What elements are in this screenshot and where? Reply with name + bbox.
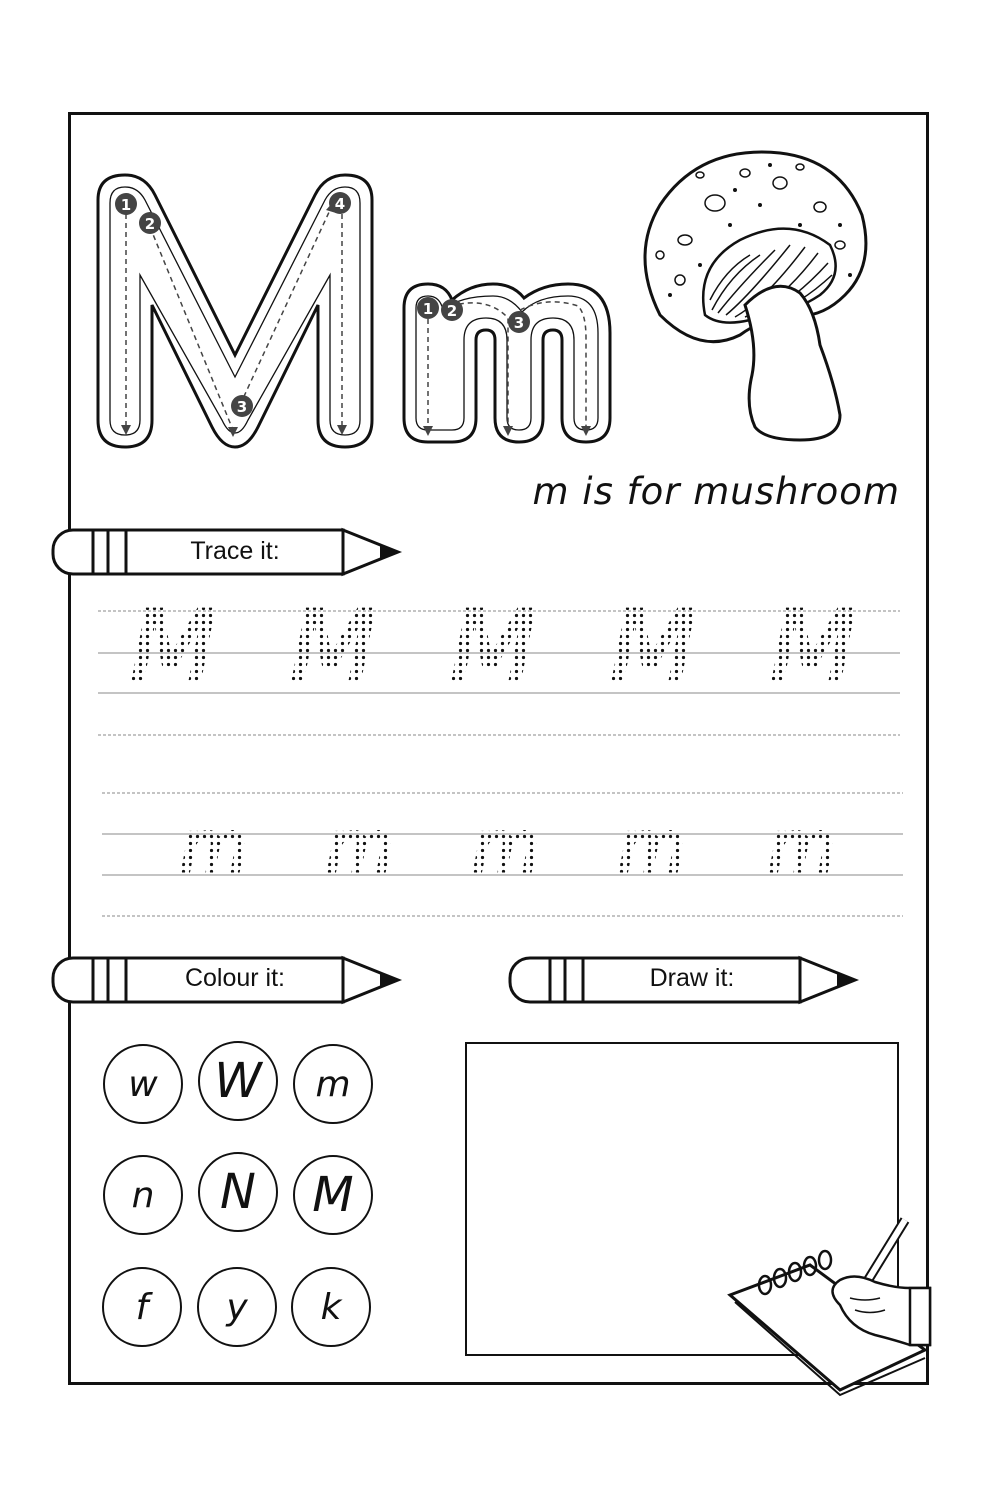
big-letter-upper-m [90,165,380,460]
colour-circle[interactable]: y [197,1267,277,1347]
trace-letter-lower[interactable]: m [472,806,541,888]
trace-letter-lower[interactable]: m [326,806,395,888]
stroke-number-2: 2 [144,215,156,233]
colour-circle[interactable]: n [103,1155,183,1235]
stroke-number-3: 3 [236,398,248,416]
trace-letter-upper[interactable]: M [450,589,537,706]
trace-letter-upper[interactable]: M [130,589,217,706]
trace-letter-lower[interactable]: m [768,806,837,888]
colour-circle[interactable]: f [102,1267,182,1347]
colour-circle[interactable]: m [293,1044,373,1124]
writing-hand-notepad-illustration [725,1210,935,1400]
colour-it-label: Colour it: [184,964,286,992]
colour-circle[interactable]: M [293,1155,373,1235]
trace-letter-upper[interactable]: M [290,589,377,706]
trace-it-label: Trace it: [190,537,280,565]
draw-it-label: Draw it: [649,964,735,992]
big-letter-lower-m [398,278,618,450]
trace-letter-lower[interactable]: m [618,806,687,888]
colour-circle[interactable]: N [198,1152,278,1232]
colour-circle[interactable]: W [198,1041,278,1121]
stroke-number-3: 3 [513,314,525,332]
colour-circle[interactable]: w [103,1044,183,1124]
trace-letter-upper[interactable]: M [770,589,857,706]
stroke-number-2: 2 [446,302,458,320]
colour-circle[interactable]: k [291,1267,371,1347]
caption-m-is-for-mushroom: m is for mushroom [532,470,900,513]
stroke-number-4: 4 [334,195,346,213]
stroke-number-1: 1 [422,300,434,318]
trace-letter-upper[interactable]: M [610,589,697,706]
trace-letter-lower[interactable]: m [180,806,249,888]
stroke-number-1: 1 [120,196,132,214]
mushroom-illustration [640,145,875,445]
